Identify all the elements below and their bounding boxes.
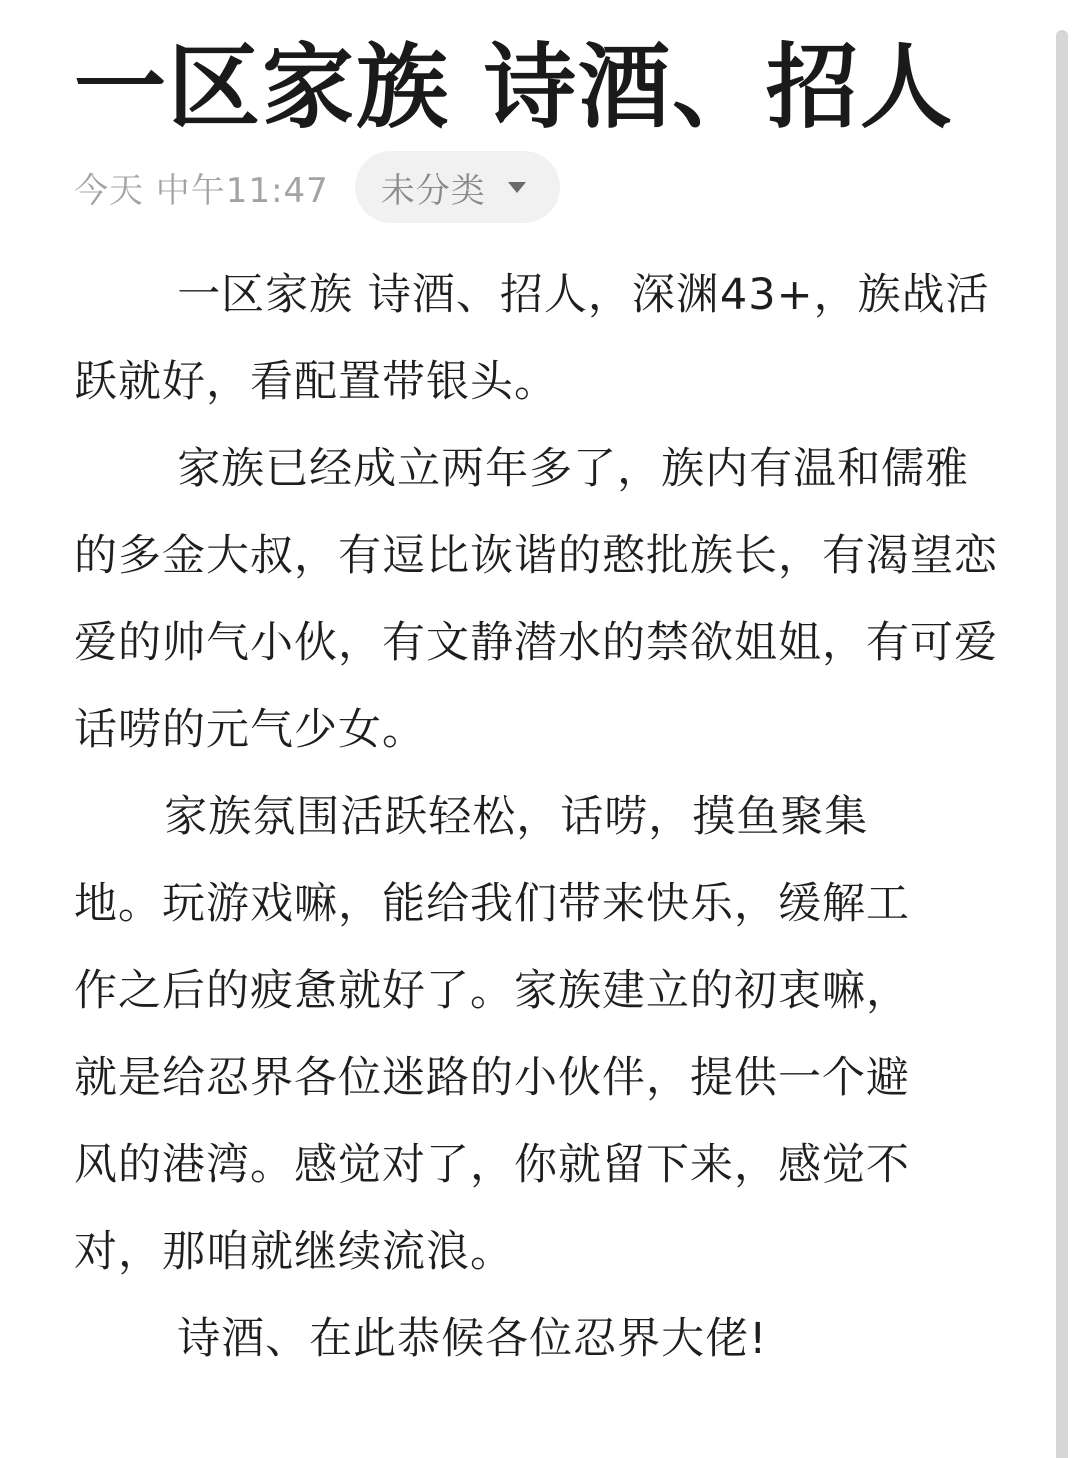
note-title[interactable]: 一区家族 诗酒、招人 <box>74 34 955 141</box>
note-timestamp: 今天 中午11:47 <box>74 170 329 211</box>
paragraph: 家族氛围活跃轻松，话唠，摸鱼聚集地。玩游戏嘛，能给我们带来快乐，缓解工作之后的疲惫就好了。家族建立的初衷嘛，就是给忍界各位迷路的小伙伴，提供一个避风的港湾。感觉对了，你就留下来，感觉不对，那咱就继续流浪。 <box>74 792 910 1277</box>
category-selector[interactable] <box>355 151 560 223</box>
note-meta <box>74 151 560 223</box>
note-body[interactable] <box>74 252 1004 1383</box>
category-label: 未分类 <box>380 170 486 211</box>
scrollbar[interactable] <box>1056 30 1068 1458</box>
paragraph: 诗酒、在此恭候各位忍界大佬! <box>177 1314 768 1364</box>
paragraph: 家族已经成立两年多了，族内有温和儒雅的多金大叔，有逗比诙谐的憨批族长，有渴望恋爱的帅气小伙，有文静潜水的禁欲姐姐，有可爱话唠的元气少女。 <box>74 444 998 755</box>
caret-down-icon <box>508 182 526 193</box>
paragraph: 一区家族 诗酒、招人，深渊43+，族战活跃就好，看配置带银头。 <box>74 270 990 407</box>
